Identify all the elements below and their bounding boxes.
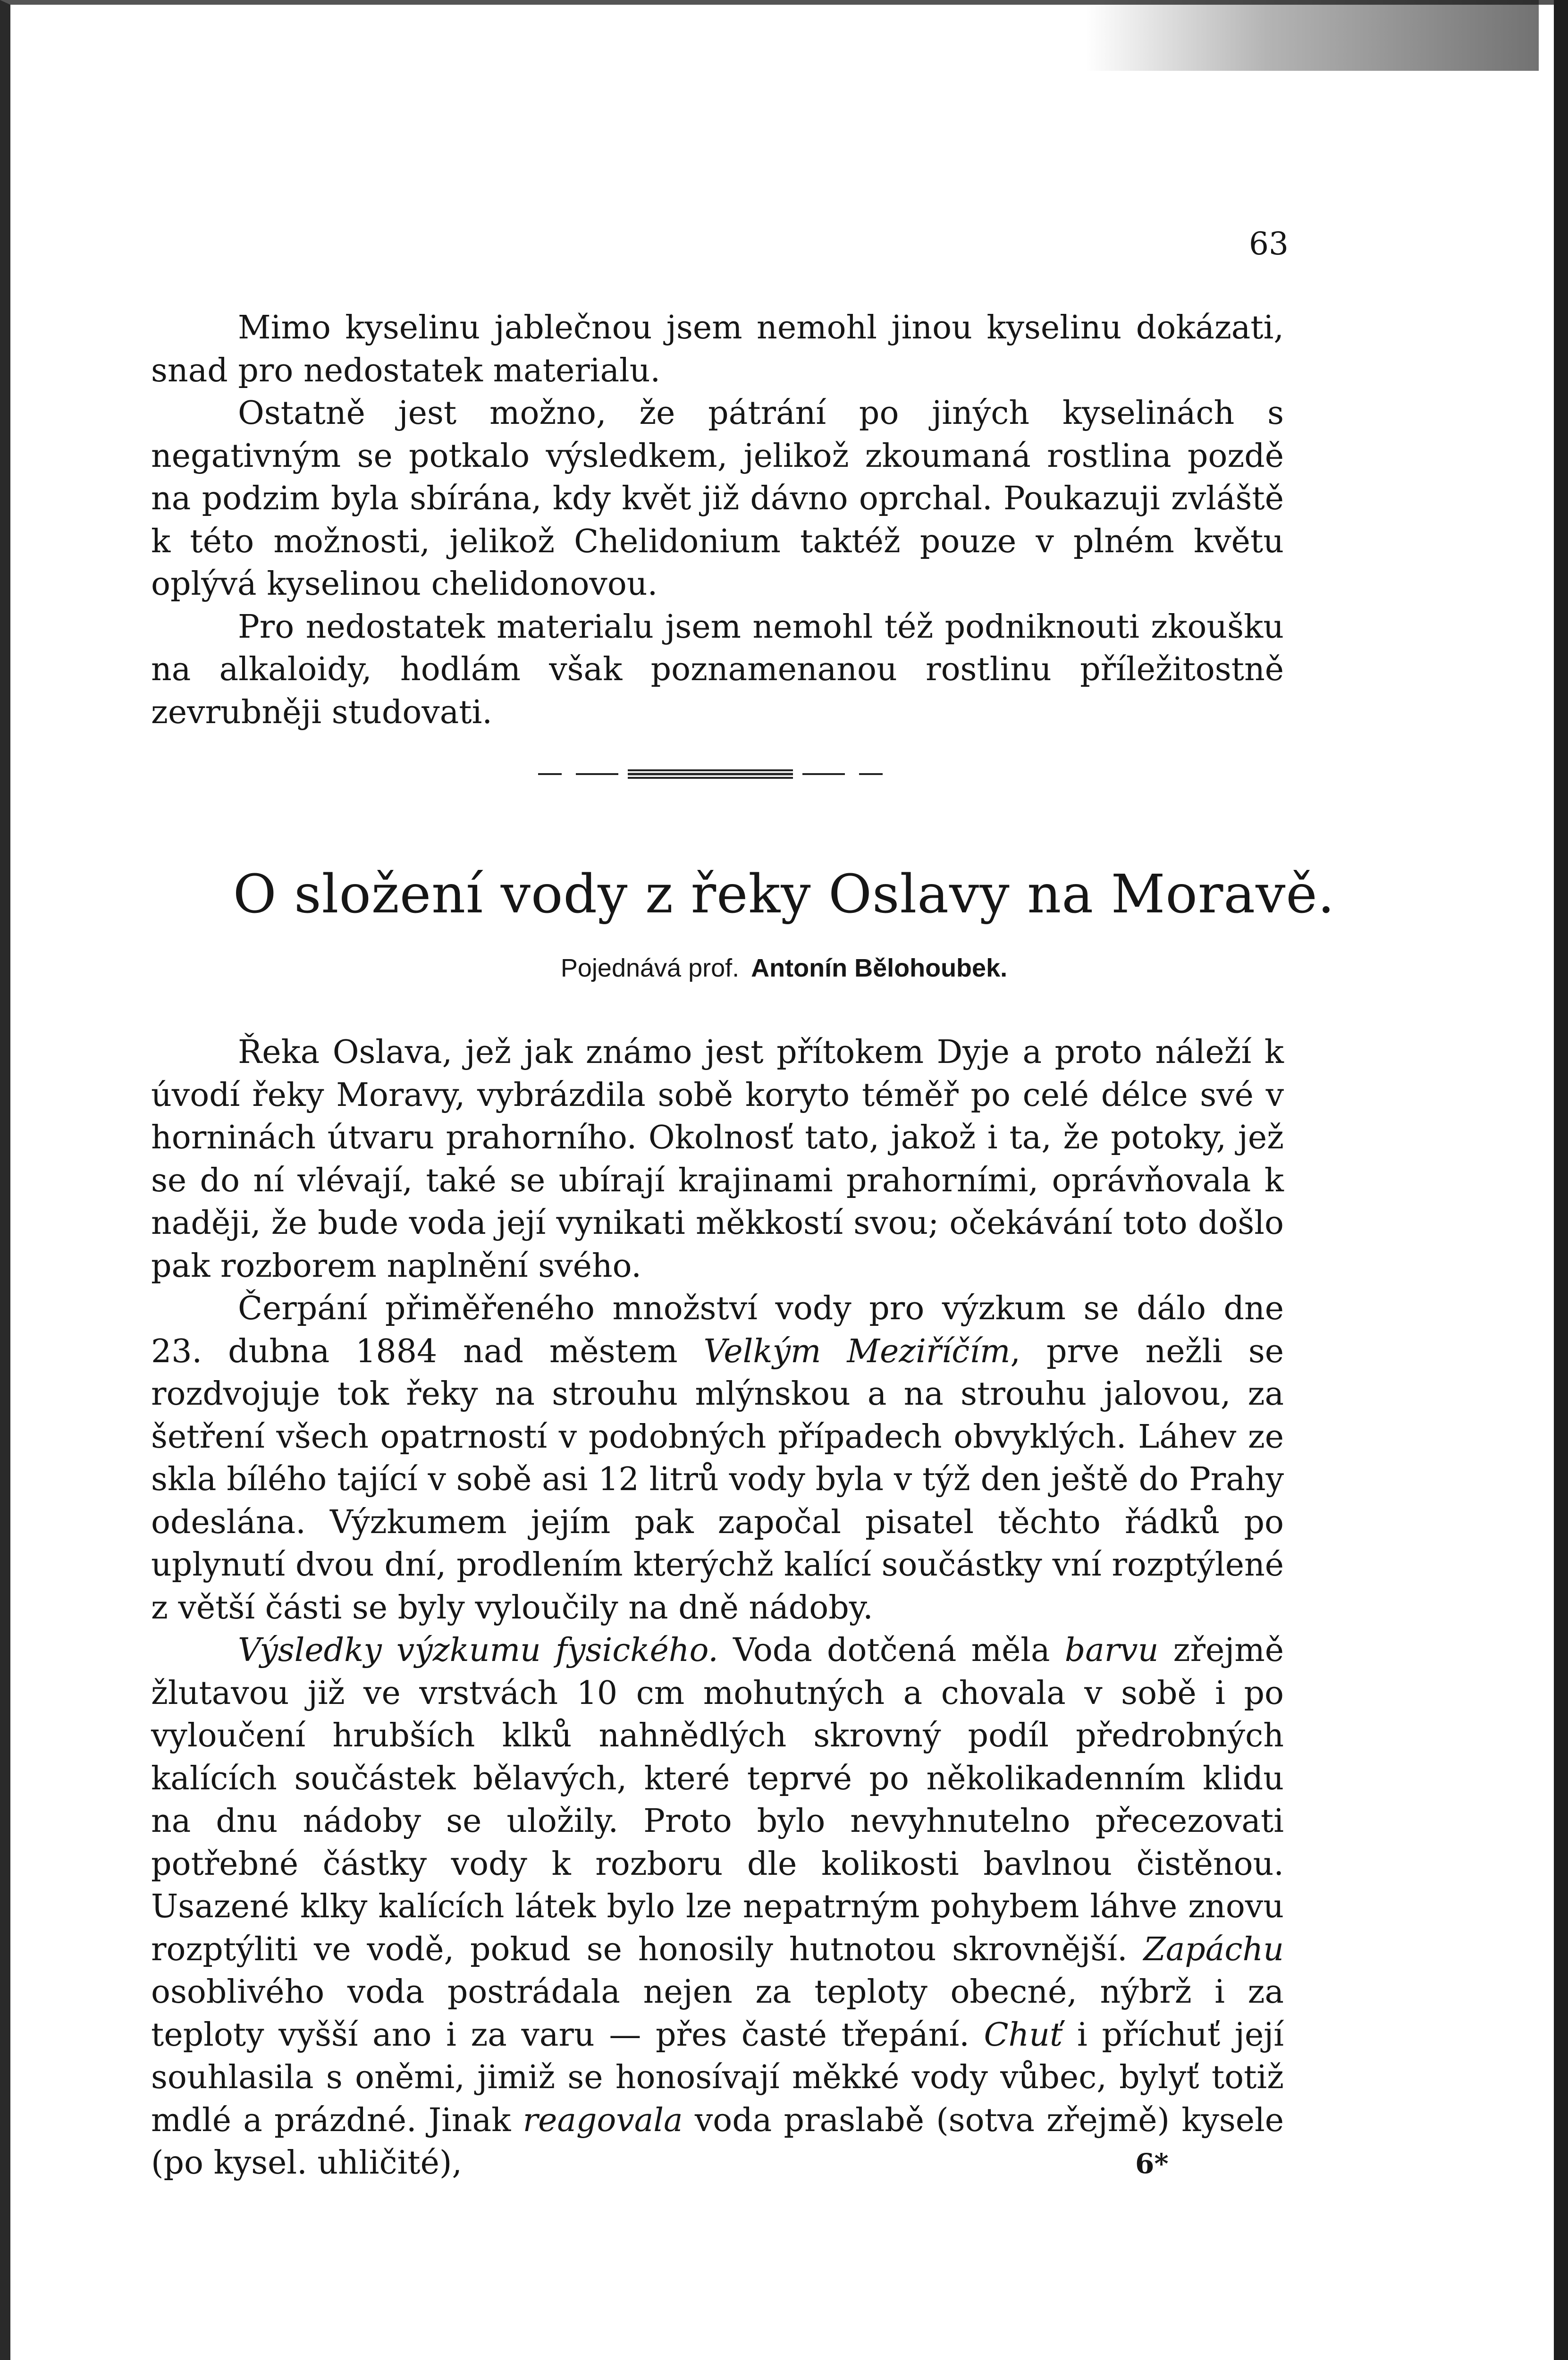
article-body xyxy=(151,1031,1284,2185)
emphasis: Chuť xyxy=(984,2016,1063,2054)
paragraph: Ostatně jest možno, že pátrání po jiných kyselinách s negativným se potkalo výsledkem, jelikož zkoumaná rostlina pozdě na podzim byla sbírána, kdy květ již dávno oprchal. Poukazuji zvláště k této možnosti, jelikož Chelidonium taktéž pouze v plném květu oplývá kyselinou chelidonovou. xyxy=(151,395,1284,603)
place-name: Velkým Meziříčím xyxy=(703,1332,1011,1370)
text-run: voda praslabě (sotva zřejmě) kysele (po kysel. uhličité), xyxy=(151,2101,1284,2182)
paragraph: Řeka Oslava, jež jak známo jest přítokem Dyje a proto náleží k úvodí řeky Moravy, vybrázdila sobě koryto téměř po celé délce své v horninách útvaru prahorního. Okolnosť tato, jakož i ta, že potoky, jež se do ní vlévají, také se ubírají krajinami prahorními, oprávňovala k naději, že bude voda její vynikati měkkostí svou; očekávání toto došlo pak rozborem naplnění svého. xyxy=(151,1034,1284,1285)
emphasis: barvu xyxy=(1064,1632,1159,1669)
text-run: Čerpání přiměřeného množství vody pro výzkum se dálo dne 23. dubna 1884 nad městem xyxy=(151,1290,1284,1370)
text-run: Voda dotčená měla xyxy=(718,1632,1065,1669)
text-run: , prve nežli se rozdvojuje tok řeky na strouhu mlýnskou a na strouhu jalovou, za šetření všech opatrností v podobných případech obvyklých. Láhev ze skla bílého tající v sobě asi 12 litrů vody byla v týž den ještě do Prahy odeslána. Výzkumem jejím pak započal pisatel těchto řádků po uplynutí dvou dní, prodlením kterýchž kalící součástky vní rozptýlené z větší části se byly vyloučily na dně nádoby. xyxy=(151,1332,1284,1627)
signature-mark: 6* xyxy=(1135,2148,1169,2180)
text-run: i příchuť její souhlasila s oněmi, jimiž se honosívají měkké vody vůbec, bylyť totiž mdlé a prázdné. Jinak xyxy=(151,2016,1284,2139)
previous-article-text xyxy=(151,307,1284,734)
article-title: O složení vody z řeky Oslavy na Moravě. xyxy=(233,864,1335,925)
scan-top-shadow xyxy=(1086,0,1539,71)
page-number: 63 xyxy=(1249,226,1289,262)
section-run-in-heading: Výsledky výzkumu fysického. xyxy=(238,1632,718,1669)
paragraph: Pro nedostatek materialu jsem nemohl též podniknouti zkoušku na alkaloidy, hodlám však poznamenanou rostlinu příležitostně zevrubněji studovati. xyxy=(151,608,1284,731)
byline-prefix: Pojednává prof. xyxy=(560,954,740,982)
emphasis: reagovala xyxy=(523,2101,683,2139)
text-run: osoblivého voda postrádala nejen za teploty obecné, nýbrž i za teploty vyšší ano i za varu — přes časté třepání. xyxy=(151,1973,1284,2054)
paragraph xyxy=(151,1629,1284,2185)
scan-right-edge xyxy=(1554,0,1568,2360)
author-name: Antonín Bělohoubek. xyxy=(751,954,1008,982)
paragraph xyxy=(151,1288,1284,1629)
text-run: zřejmě žlutavou již ve vrstvách 10 cm mohutných a chovala v sobě i po vyloučení hrubších klků nahnědlých skrovný podíl předrobných kalících součástek bělavých, které teprvé po několikadenním klidu na dnu nádoby se uložily. Proto bylo nevyhnutelno přecezovati potřebné částky vody k rozboru dle kolikosti bavlnou čistěnou. Usazené klky kalících látek bylo lze nepatrným pohybem láhve znovu rozptýliti ve vodě, pokud se honosily hutnotou skrovnější. xyxy=(151,1632,1284,1968)
paragraph: Mimo kyselinu jablečnou jsem nemohl jinou kyselinu dokázati, snad pro nedostatek materialu. xyxy=(151,309,1284,389)
emphasis: Zapáchu xyxy=(1143,1930,1284,1968)
byline xyxy=(0,953,1568,983)
section-divider xyxy=(538,765,883,784)
